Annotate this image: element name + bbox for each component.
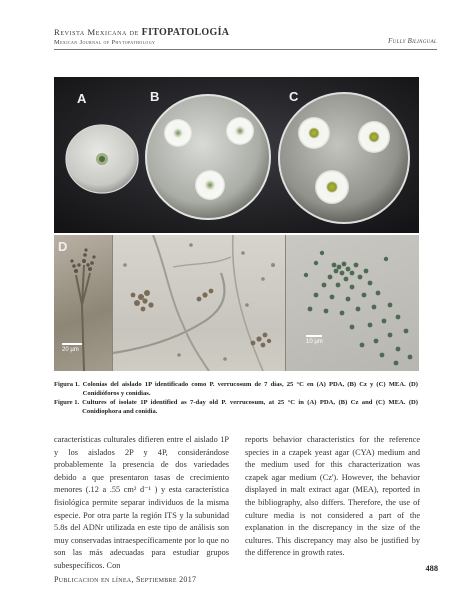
footer-publication-date: Publicacion en línea, Septiembre 2017	[54, 575, 197, 584]
header-divider	[54, 49, 437, 50]
figure-caption-es	[54, 381, 418, 398]
caption-label-en: Figure 1.	[54, 399, 80, 406]
figure-1	[54, 77, 419, 371]
panel-label-b: B	[150, 89, 160, 104]
body-column-spanish: características culturales difieren entre el aislado 1P y los aislados 2P y 4P, considerándose probablemente la presencia de dos variedades debido a que presentaron tasas de crecimiento menores (.12 a .55 cm² d⁻¹ ) y esta característica fisiológica permite separar individuos de la misma especie. Por otra parte la región ITS y la subunidad 5.8s del ADNr utilizada en este tipo de análisis son muy conservadas intraespecíficamente por lo que no son las más adecuadas para estudiar grupos subespecíficos. Con	[54, 435, 229, 570]
header-bilingual-label: Fully Bilingual	[388, 38, 437, 45]
petri-dishes-image	[54, 77, 419, 233]
figure-panel-cultures	[54, 77, 419, 233]
figure-panel-micrographs	[54, 235, 419, 371]
page-number: 488	[425, 564, 438, 573]
micrograph-conidia	[286, 235, 419, 371]
caption-text-es: Colonias del aislado 1P identificado como P. verrucosum de 7 días, 25 °C en (A) PDA, (B) Cz y (C) MEA. (D) Conidióforos y conidias.	[82, 381, 418, 397]
panel-label-c: C	[289, 89, 299, 104]
scale-bar-line-2	[306, 335, 322, 337]
scale-bar-label-2: 10 µm	[306, 339, 323, 345]
caption-text-en: Cultures of isolate 1P identified as 7-day old P. verrucosum, at 25 °C in (A) PDA, (B) Cz and (C) MEA. (D) Conidiophora and conidia.	[82, 399, 418, 415]
figure-caption-en	[54, 399, 418, 416]
caption-label-es: Figura 1.	[54, 381, 80, 388]
journal-title-name: FITOPATOLOGÍA	[141, 27, 230, 38]
scale-bar-label: 20 µm	[62, 347, 79, 353]
scale-bar-line	[62, 343, 82, 345]
panel-label-a: A	[77, 91, 87, 106]
journal-title-prefix: Revista Mexicana de	[54, 27, 139, 37]
panel-label-d: D	[58, 239, 68, 254]
conidia-image	[286, 235, 419, 371]
journal-header	[54, 27, 229, 47]
micrograph-conidiophore	[54, 235, 112, 371]
hyphae-image	[113, 235, 285, 371]
body-column-english: reports behavior characteristics for the reference species in a czapek yeast agar (CYA) medium and the medium used for this characterization was czapek agar medium (Cz'). However, the behavior displayed in malt extract agar (MEA), reported in the bibliography, also differs. Therefore, the use of culture media is not considered a part of the explanation in the discrepancy in the size of the cultures. This discrepancy may also be justified by the difference in growth rates.	[245, 435, 420, 558]
micrograph-hyphae	[113, 235, 285, 371]
journal-title-es	[54, 27, 229, 38]
journal-title-en: Mexican Journal of Phytopathology	[54, 39, 156, 46]
